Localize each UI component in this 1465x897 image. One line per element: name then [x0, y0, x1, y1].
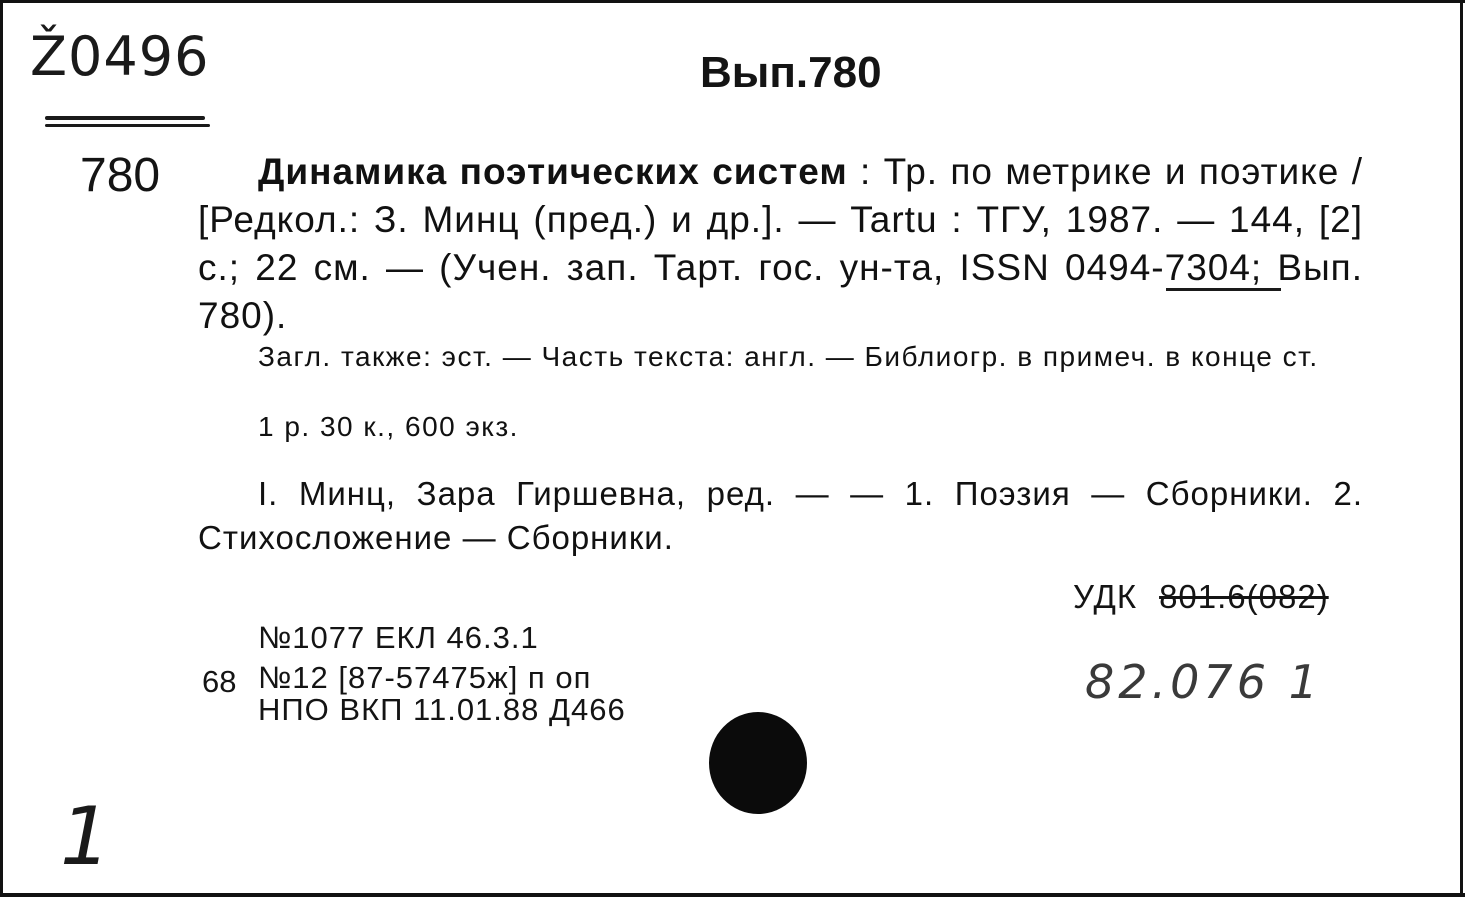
- handwritten-mark: 1: [60, 790, 111, 883]
- card-border-top: [0, 0, 1465, 3]
- shelfmark-underline: [45, 116, 205, 120]
- card-border-left: [0, 0, 3, 897]
- tech-line-1: №1077 ЕКЛ 46.3.1: [258, 620, 539, 655]
- description-text: : Тр. по метрике и поэтике / [Редкол.: З. Минц (пред.) и др.]. — Tartu : ТГУ, 1987. — 144, [2] с.; 22 см. — (Учен. зап. Тарт. гос. ун-та, ISSN 0494-7304; Вып. 780).: [198, 151, 1363, 336]
- shelfmark-underline-second: [45, 124, 210, 127]
- notes-block: [198, 340, 1363, 374]
- card-border-bottom: [0, 893, 1465, 897]
- subjects-text: I. Минц, Зара Гиршевна, ред. — — 1. Поэзия — Сборники. 2. Стихосложение — Сборники.: [198, 475, 1363, 556]
- udk-label: УДК: [1073, 578, 1138, 615]
- tech-line-3: НПО ВКП 11.01.88 Д466: [258, 692, 626, 727]
- punch-hole: [709, 712, 807, 814]
- udk-line: [1073, 578, 1329, 616]
- price-text: 1 р. 30 к., 600 экз.: [258, 411, 519, 442]
- shelfmark-handwritten: Ž0496: [30, 25, 210, 88]
- issue-label: Вып.780: [700, 48, 882, 97]
- udk-handwritten: 82.076 1: [1085, 655, 1322, 709]
- note-text: Загл. также: эст. — Часть текста: англ. — Библиогр. в примеч. в конце ст.: [258, 341, 1319, 372]
- tart-underline-mark: [1166, 288, 1281, 291]
- udk-value-struck: 801.6(082): [1159, 578, 1329, 615]
- title: Динамика поэтических систем: [258, 151, 848, 192]
- tech-line-2: №12 [87-57475ж] п оп: [258, 660, 592, 695]
- subjects-block: [198, 472, 1363, 560]
- tech-prefix: 68: [202, 664, 237, 699]
- card-border-right: [1460, 0, 1463, 897]
- bibliographic-description: [198, 148, 1363, 340]
- price-line: [198, 410, 1363, 444]
- card-number: 780: [80, 149, 161, 202]
